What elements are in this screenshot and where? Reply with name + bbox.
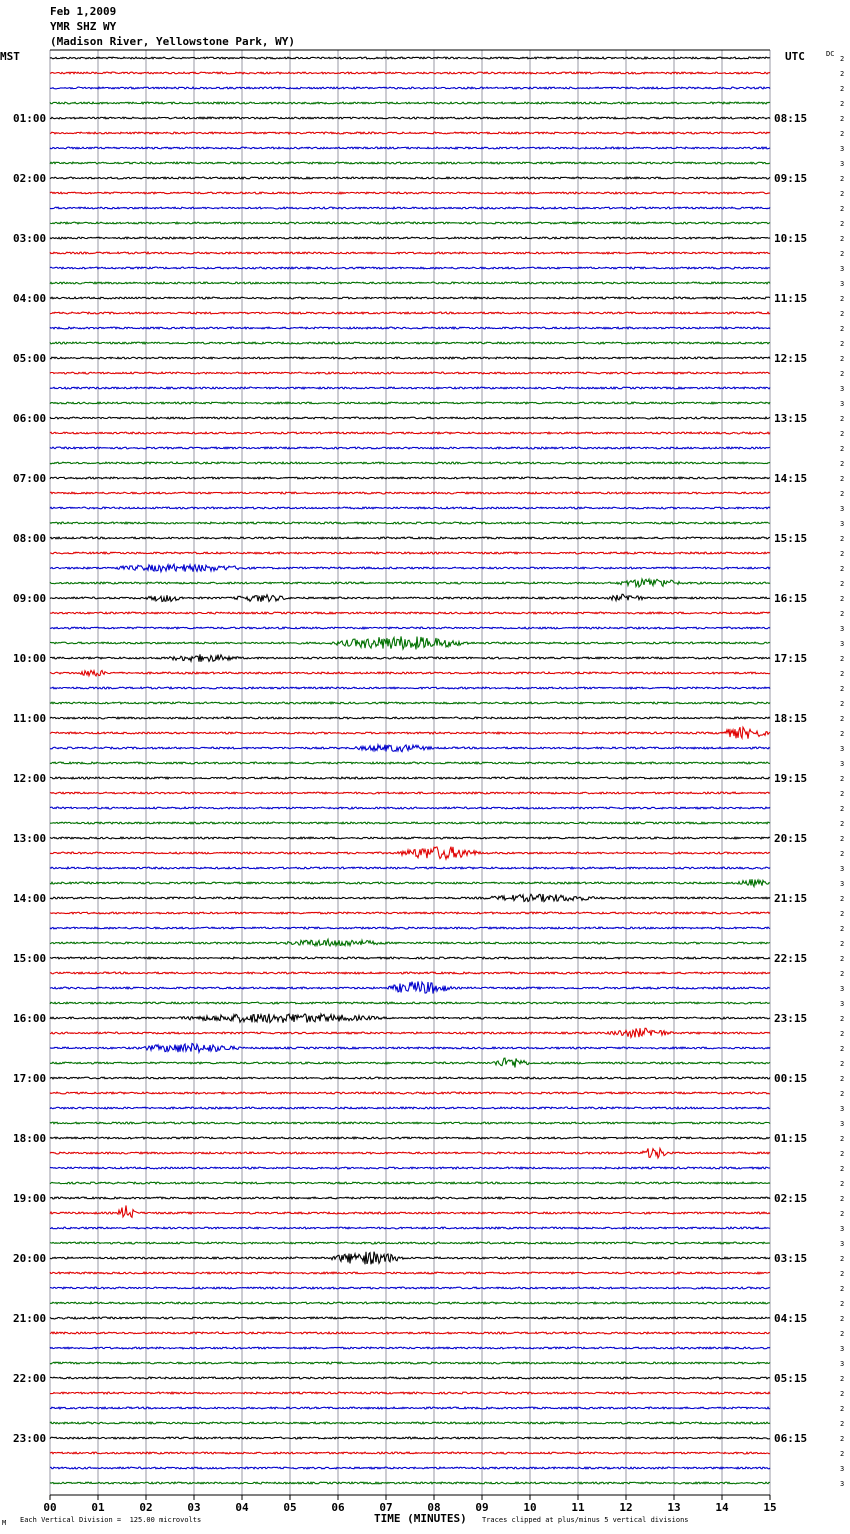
left-hour-label: 10:00 bbox=[13, 652, 47, 665]
seismic-trace bbox=[50, 1252, 770, 1265]
seismic-trace bbox=[50, 357, 770, 359]
dc-offset-value: 3 bbox=[840, 1360, 845, 1368]
chart-title-station: YMR SHZ WY bbox=[50, 20, 117, 33]
dc-offset-value: 3 bbox=[840, 385, 845, 393]
dc-offset-value: 2 bbox=[840, 100, 845, 108]
seismic-trace bbox=[50, 1077, 770, 1079]
dc-offset-value: 3 bbox=[840, 1240, 845, 1248]
left-hour-label: 07:00 bbox=[13, 472, 47, 485]
seismic-trace bbox=[50, 1122, 770, 1124]
left-hour-label: 23:00 bbox=[13, 1432, 47, 1445]
dc-offset-value: 2 bbox=[840, 235, 845, 243]
dc-offset-value: 3 bbox=[840, 1465, 845, 1473]
dc-offset-value: 2 bbox=[840, 1435, 845, 1443]
dc-offset-value: 2 bbox=[840, 1045, 845, 1053]
dc-offset-value: 2 bbox=[840, 1150, 845, 1158]
left-hour-label: 14:00 bbox=[13, 892, 47, 905]
dc-offset-value: 3 bbox=[840, 640, 845, 648]
clip-note: Traces clipped at plus/minus 5 vertical divisions bbox=[482, 1516, 689, 1524]
seismic-trace bbox=[50, 1287, 770, 1289]
seismic-trace bbox=[50, 102, 770, 104]
x-tick-label: 08 bbox=[427, 1501, 441, 1514]
right-hour-label: 00:15 bbox=[774, 1072, 808, 1085]
seismic-trace bbox=[50, 477, 770, 479]
seismic-trace bbox=[50, 837, 770, 839]
dc-offset-value: 2 bbox=[840, 610, 845, 618]
seismic-trace bbox=[50, 727, 770, 739]
dc-offset-value: 2 bbox=[840, 1210, 845, 1218]
dc-offset-value: 2 bbox=[840, 355, 845, 363]
seismic-trace bbox=[50, 982, 770, 994]
right-hour-label: 13:15 bbox=[774, 412, 808, 425]
dc-offset-value: 2 bbox=[840, 325, 845, 333]
dc-offset-value: 2 bbox=[840, 1375, 845, 1383]
dc-offset-value: 3 bbox=[840, 625, 845, 633]
seismic-trace bbox=[50, 894, 770, 902]
dc-offset-value: 3 bbox=[840, 520, 845, 528]
dc-offset-value: 2 bbox=[840, 1165, 845, 1173]
seismic-trace bbox=[50, 1092, 770, 1094]
left-hour-label: 17:00 bbox=[13, 1072, 47, 1085]
x-tick-label: 01 bbox=[91, 1501, 105, 1514]
x-tick-label: 14 bbox=[715, 1501, 729, 1514]
seismic-trace bbox=[50, 762, 770, 764]
dc-offset-value: 2 bbox=[840, 220, 845, 228]
right-hour-label: 01:15 bbox=[774, 1132, 808, 1145]
seismic-trace bbox=[50, 522, 770, 524]
x-tick-label: 15 bbox=[763, 1501, 777, 1514]
seismic-trace bbox=[50, 1206, 770, 1218]
x-tick-label: 13 bbox=[667, 1501, 681, 1514]
seismic-trace bbox=[50, 417, 770, 419]
left-hour-label: 16:00 bbox=[13, 1012, 47, 1025]
dc-offset-value: 2 bbox=[840, 340, 845, 348]
dc-offset-value: 2 bbox=[840, 970, 845, 978]
seismic-trace bbox=[50, 1149, 770, 1158]
seismic-trace bbox=[50, 792, 770, 794]
seismic-trace bbox=[50, 1407, 770, 1409]
seismic-trace bbox=[50, 745, 770, 752]
seismic-trace bbox=[50, 297, 770, 299]
dc-offset-value: 2 bbox=[840, 295, 845, 303]
dc-offset-value: 2 bbox=[840, 175, 845, 183]
x-tick-label: 09 bbox=[475, 1501, 489, 1514]
dc-offset-value: 3 bbox=[840, 505, 845, 513]
dc-offset-value: 3 bbox=[840, 160, 845, 168]
dc-offset-value: 2 bbox=[840, 190, 845, 198]
left-hour-label: 18:00 bbox=[13, 1132, 47, 1145]
x-tick-label: 00 bbox=[43, 1501, 57, 1514]
seismic-trace bbox=[50, 447, 770, 449]
seismic-trace bbox=[50, 1058, 770, 1067]
dc-offset-value: 3 bbox=[840, 760, 845, 768]
dc-offset-value: 2 bbox=[840, 370, 845, 378]
dc-offset-value: 2 bbox=[840, 55, 845, 63]
dc-offset-value: 3 bbox=[840, 1480, 845, 1488]
dc-offset-value: 2 bbox=[840, 700, 845, 708]
dc-offset-value: 2 bbox=[840, 835, 845, 843]
dc-offset-value: 2 bbox=[840, 595, 845, 603]
seismic-trace bbox=[50, 1392, 770, 1394]
dc-offset-value: 2 bbox=[840, 1270, 845, 1278]
dc-offset-value: 2 bbox=[840, 1300, 845, 1308]
dc-offset-value: 2 bbox=[840, 70, 845, 78]
dc-offset-value: 2 bbox=[840, 550, 845, 558]
x-tick-label: 03 bbox=[187, 1501, 201, 1514]
dc-offset-value: 2 bbox=[840, 1285, 845, 1293]
seismic-trace bbox=[50, 1227, 770, 1229]
seismic-trace bbox=[50, 492, 770, 494]
seismic-trace bbox=[50, 1002, 770, 1004]
right-hour-label: 10:15 bbox=[774, 232, 808, 245]
seismic-trace bbox=[50, 670, 770, 676]
right-hour-label: 11:15 bbox=[774, 292, 808, 305]
dc-offset-value: 2 bbox=[840, 565, 845, 573]
dc-offset-value: 2 bbox=[840, 1420, 845, 1428]
right-hour-label: 05:15 bbox=[774, 1372, 808, 1385]
seismic-trace bbox=[50, 1014, 770, 1023]
seismic-trace bbox=[50, 594, 770, 602]
dc-offset-value: 2 bbox=[840, 490, 845, 498]
seismic-trace bbox=[50, 1167, 770, 1169]
seismic-trace bbox=[50, 1317, 770, 1319]
dc-offset-value: 2 bbox=[840, 895, 845, 903]
dc-offset-value: 2 bbox=[840, 940, 845, 948]
seismic-trace bbox=[50, 1302, 770, 1304]
dc-offset-value: 2 bbox=[840, 790, 845, 798]
seismic-trace bbox=[50, 147, 770, 149]
dc-offset-value: 3 bbox=[840, 400, 845, 408]
left-hour-label: 08:00 bbox=[13, 532, 47, 545]
seismic-trace bbox=[50, 1362, 770, 1364]
dc-offset-value: 2 bbox=[840, 430, 845, 438]
dc-offset-value: 2 bbox=[840, 130, 845, 138]
seismic-trace bbox=[50, 1347, 770, 1349]
left-hour-label: 13:00 bbox=[13, 832, 47, 845]
seismic-trace bbox=[50, 1137, 770, 1139]
right-hour-label: 04:15 bbox=[774, 1312, 808, 1325]
seismic-trace bbox=[50, 177, 770, 179]
dc-offset-value: 3 bbox=[840, 1000, 845, 1008]
seismic-trace bbox=[50, 72, 770, 74]
seismic-trace bbox=[50, 807, 770, 809]
seismic-trace bbox=[50, 702, 770, 704]
seismic-trace bbox=[50, 57, 770, 59]
left-hour-label: 11:00 bbox=[13, 712, 47, 725]
seismic-trace bbox=[50, 879, 770, 886]
scale-note: Each Vertical Division = 125.00 microvolts bbox=[20, 1516, 202, 1524]
dc-offset-value: 2 bbox=[840, 655, 845, 663]
dc-offset-value: 2 bbox=[840, 475, 845, 483]
dc-offset-value: 2 bbox=[840, 955, 845, 963]
seismic-trace bbox=[50, 564, 770, 571]
x-tick-label: 06 bbox=[331, 1501, 345, 1514]
right-hour-label: 06:15 bbox=[774, 1432, 808, 1445]
seismic-trace bbox=[50, 687, 770, 689]
right-timezone-label: UTC bbox=[785, 50, 805, 63]
right-hour-label: 20:15 bbox=[774, 832, 808, 845]
dc-offset-value: 2 bbox=[840, 685, 845, 693]
dc-offset-value: 3 bbox=[840, 865, 845, 873]
dc-offset-value: 3 bbox=[840, 1105, 845, 1113]
x-tick-label: 12 bbox=[619, 1501, 633, 1514]
seismic-trace bbox=[50, 1452, 770, 1454]
seismic-trace bbox=[50, 1467, 770, 1469]
dc-offset-value: 2 bbox=[840, 580, 845, 588]
left-hour-label: 12:00 bbox=[13, 772, 47, 785]
dc-offset-value: 3 bbox=[840, 265, 845, 273]
dc-offset-value: 2 bbox=[840, 850, 845, 858]
dc-offset-value: 2 bbox=[840, 1315, 845, 1323]
right-hour-label: 08:15 bbox=[774, 112, 808, 125]
left-hour-label: 20:00 bbox=[13, 1252, 47, 1265]
dc-offset-value: 2 bbox=[840, 820, 845, 828]
dc-offset-value: 2 bbox=[840, 1030, 845, 1038]
seismic-trace bbox=[50, 1377, 770, 1379]
seismic-trace bbox=[50, 207, 770, 209]
left-hour-label: 21:00 bbox=[13, 1312, 47, 1325]
x-tick-label: 05 bbox=[283, 1501, 297, 1514]
dc-offset-value: 2 bbox=[840, 805, 845, 813]
chart-title-location: (Madison River, Yellowstone Park, WY) bbox=[50, 35, 296, 48]
seismic-trace bbox=[50, 957, 770, 959]
seismic-trace bbox=[50, 342, 770, 344]
dc-offset-value: 2 bbox=[840, 1060, 845, 1068]
dc-offset-value: 3 bbox=[840, 1225, 845, 1233]
left-hour-label: 22:00 bbox=[13, 1372, 47, 1385]
left-hour-label: 03:00 bbox=[13, 232, 47, 245]
dc-column-label: DC bbox=[826, 50, 835, 58]
right-hour-label: 22:15 bbox=[774, 952, 808, 965]
right-hour-label: 12:15 bbox=[774, 352, 808, 365]
dc-offset-value: 2 bbox=[840, 415, 845, 423]
dc-offset-value: 2 bbox=[840, 1330, 845, 1338]
seismic-trace bbox=[50, 222, 770, 224]
dc-offset-value: 2 bbox=[840, 445, 845, 453]
dc-offset-value: 3 bbox=[840, 145, 845, 153]
x-tick-label: 04 bbox=[235, 1501, 249, 1514]
left-timezone-label: MST bbox=[0, 50, 20, 63]
dc-offset-value: 2 bbox=[840, 115, 845, 123]
dc-offset-value: 2 bbox=[840, 1135, 845, 1143]
right-hour-label: 19:15 bbox=[774, 772, 808, 785]
seismic-trace bbox=[50, 1332, 770, 1334]
seismic-trace bbox=[50, 1044, 770, 1053]
dc-offset-value: 2 bbox=[840, 670, 845, 678]
dc-offset-value: 2 bbox=[840, 1180, 845, 1188]
seismic-trace bbox=[50, 282, 770, 284]
x-tick-label: 10 bbox=[523, 1501, 537, 1514]
right-hour-label: 16:15 bbox=[774, 592, 808, 605]
seismic-trace bbox=[50, 822, 770, 824]
seismic-trace bbox=[50, 1107, 770, 1109]
seismic-trace bbox=[50, 162, 770, 164]
dc-offset-value: 2 bbox=[840, 205, 845, 213]
corner-mark: M bbox=[2, 1519, 7, 1527]
seismic-trace bbox=[50, 1028, 770, 1037]
seismic-trace bbox=[50, 972, 770, 974]
x-tick-label: 07 bbox=[379, 1501, 393, 1514]
left-hour-label: 04:00 bbox=[13, 292, 47, 305]
seismic-trace bbox=[50, 1482, 770, 1484]
left-hour-label: 06:00 bbox=[13, 412, 47, 425]
right-hour-label: 14:15 bbox=[774, 472, 808, 485]
seismic-trace bbox=[50, 939, 770, 946]
seismic-trace bbox=[50, 579, 770, 587]
seismic-trace bbox=[50, 327, 770, 329]
seismic-trace bbox=[50, 867, 770, 869]
dc-offset-value: 3 bbox=[840, 1345, 845, 1353]
dc-offset-value: 2 bbox=[840, 715, 845, 723]
seismic-trace bbox=[50, 312, 770, 314]
left-hour-label: 01:00 bbox=[13, 112, 47, 125]
seismic-trace bbox=[50, 927, 770, 929]
seismic-trace bbox=[50, 1437, 770, 1439]
right-hour-label: 18:15 bbox=[774, 712, 808, 725]
dc-offset-value: 2 bbox=[840, 925, 845, 933]
right-hour-label: 09:15 bbox=[774, 172, 808, 185]
right-hour-label: 02:15 bbox=[774, 1192, 808, 1205]
dc-offset-value: 3 bbox=[840, 745, 845, 753]
dc-offset-value: 2 bbox=[840, 310, 845, 318]
x-tick-label: 02 bbox=[139, 1501, 153, 1514]
seismic-trace bbox=[50, 252, 770, 254]
seismic-trace bbox=[50, 462, 770, 464]
chart-title-date: Feb 1,2009 bbox=[50, 5, 117, 18]
seismic-trace bbox=[50, 552, 770, 554]
right-hour-label: 03:15 bbox=[774, 1252, 808, 1265]
dc-offset-value: 2 bbox=[840, 775, 845, 783]
left-hour-label: 15:00 bbox=[13, 952, 47, 965]
seismic-trace bbox=[50, 847, 770, 859]
right-hour-label: 21:15 bbox=[774, 892, 808, 905]
dc-offset-value: 2 bbox=[840, 730, 845, 738]
dc-offset-value: 2 bbox=[840, 1195, 845, 1203]
seismic-trace bbox=[50, 132, 770, 134]
left-hour-label: 05:00 bbox=[13, 352, 47, 365]
seismic-trace bbox=[50, 507, 770, 509]
seismic-trace bbox=[50, 612, 770, 614]
seismic-trace bbox=[50, 237, 770, 239]
right-hour-label: 23:15 bbox=[774, 1012, 808, 1025]
seismic-trace bbox=[50, 1422, 770, 1424]
dc-offset-value: 2 bbox=[840, 1090, 845, 1098]
seismic-trace bbox=[50, 87, 770, 89]
dc-offset-value: 2 bbox=[840, 910, 845, 918]
dc-offset-value: 2 bbox=[840, 460, 845, 468]
seismic-trace bbox=[50, 636, 770, 649]
left-hour-label: 09:00 bbox=[13, 592, 47, 605]
dc-offset-value: 3 bbox=[840, 1120, 845, 1128]
seismic-trace bbox=[50, 192, 770, 194]
seismic-trace bbox=[50, 717, 770, 719]
x-tick-label: 11 bbox=[571, 1501, 585, 1514]
left-hour-label: 02:00 bbox=[13, 172, 47, 185]
dc-offset-value: 2 bbox=[840, 1075, 845, 1083]
seismic-trace bbox=[50, 537, 770, 539]
seismic-trace bbox=[50, 1197, 770, 1199]
dc-offset-value: 2 bbox=[840, 1390, 845, 1398]
x-axis-title: TIME (MINUTES) bbox=[374, 1512, 467, 1525]
dc-offset-value: 2 bbox=[840, 1405, 845, 1413]
seismic-trace bbox=[50, 267, 770, 269]
seismic-trace bbox=[50, 1272, 770, 1274]
seismic-trace bbox=[50, 654, 770, 662]
right-hour-label: 17:15 bbox=[774, 652, 808, 665]
dc-offset-value: 3 bbox=[840, 880, 845, 888]
dc-offset-value: 2 bbox=[840, 1255, 845, 1263]
dc-offset-value: 2 bbox=[840, 1450, 845, 1458]
left-hour-label: 19:00 bbox=[13, 1192, 47, 1205]
dc-offset-value: 3 bbox=[840, 985, 845, 993]
dc-offset-value: 3 bbox=[840, 280, 845, 288]
seismic-trace bbox=[50, 372, 770, 374]
dc-offset-value: 2 bbox=[840, 1015, 845, 1023]
dc-offset-value: 2 bbox=[840, 250, 845, 258]
seismic-trace bbox=[50, 1242, 770, 1244]
seismic-trace bbox=[50, 402, 770, 404]
seismic-trace bbox=[50, 627, 770, 629]
right-hour-label: 15:15 bbox=[774, 532, 808, 545]
seismic-trace bbox=[50, 1182, 770, 1184]
seismic-trace bbox=[50, 117, 770, 119]
seismic-trace bbox=[50, 912, 770, 914]
seismic-trace bbox=[50, 777, 770, 779]
seismic-trace bbox=[50, 387, 770, 389]
seismic-trace bbox=[50, 432, 770, 434]
dc-offset-value: 2 bbox=[840, 85, 845, 93]
dc-offset-value: 2 bbox=[840, 535, 845, 543]
